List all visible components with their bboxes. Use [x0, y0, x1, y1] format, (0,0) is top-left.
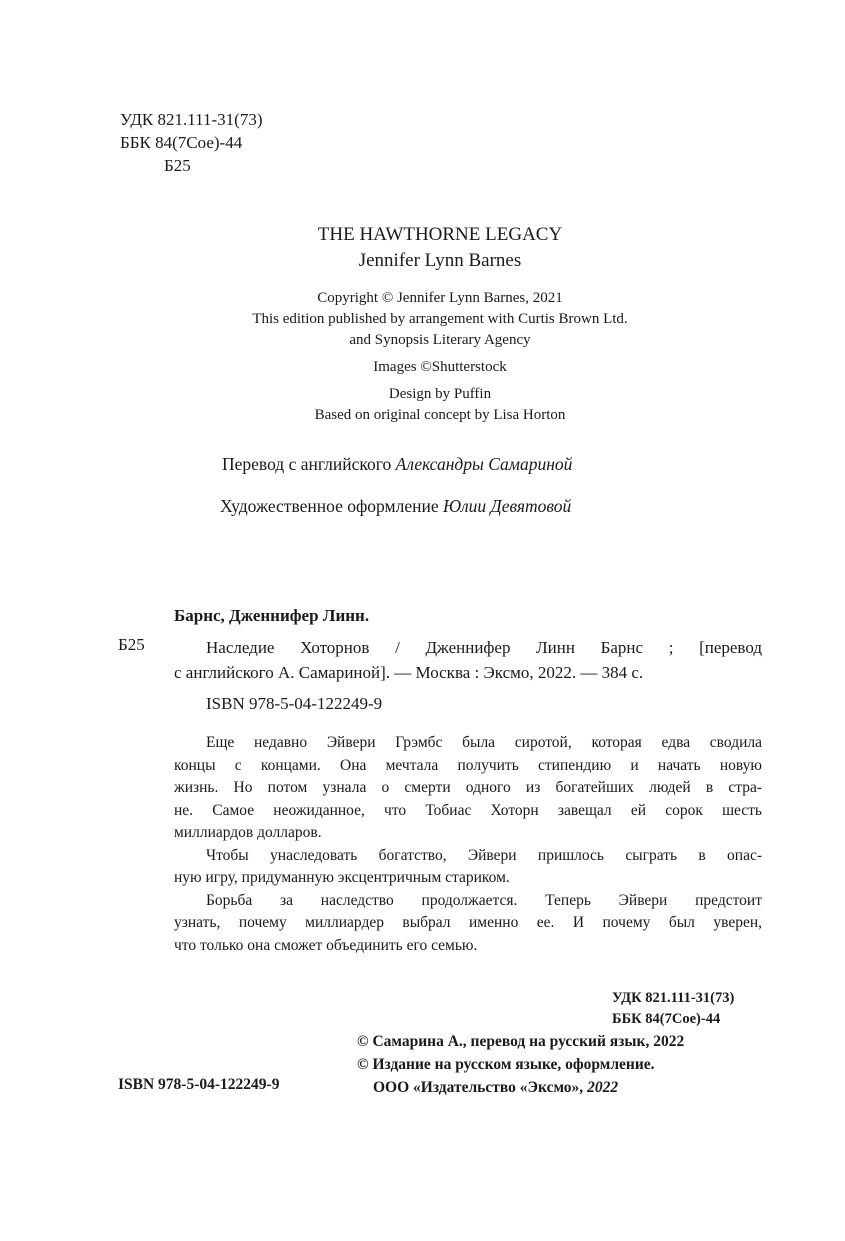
annotation-line: миллиардов долларов.	[174, 824, 322, 841]
designer-name: Юлии Девятовой	[442, 496, 572, 516]
annotation-paragraph-1	[174, 732, 762, 845]
annotation-line: жизнь. Но потом узнала о смерти одного из богатейших людей в стра-	[174, 779, 762, 796]
annotation-line: Чтобы унаследовать богатство, Эйвери пришлось сыграть в опас-	[206, 846, 762, 864]
original-title: THE HAWTHORNE LEGACY	[317, 224, 563, 245]
copyright-edition: © Издание на русском языке, оформление.	[357, 1056, 655, 1073]
author-heading: Барнс, Дженнифер Линн.	[174, 606, 370, 625]
translation-credit	[222, 454, 572, 475]
concept-credit: Based on original concept by Lisa Horton	[314, 407, 566, 423]
footer-udk-code: УДК 821.111-31(73)	[612, 990, 735, 1006]
credits-block	[0, 288, 845, 426]
images-credit: Images ©Shutterstock	[373, 359, 507, 375]
copyright-publisher	[357, 1076, 684, 1099]
bbk-code: ББК 84(7Сое)-44	[120, 133, 243, 152]
copyright-year: 2022	[587, 1079, 619, 1096]
annotation-line: не. Самое неожиданное, что Тобиас Хоторн завещал ей сорок шесть	[174, 801, 762, 819]
translator-name: Александры Самариной	[395, 454, 573, 474]
classification-codes	[120, 108, 262, 177]
isbn-line: ISBN 978-5-04-122249-9	[206, 694, 383, 713]
edition-line-1: This edition published by arrangement with Curtis Brown Ltd.	[252, 311, 628, 327]
annotation-line: Еще недавно Эйвери Грэмбс была сиротой, которая едва сводила	[206, 734, 762, 751]
isbn-bottom: ISBN 978-5-04-122249-9	[118, 1076, 280, 1093]
annotation-paragraph-2	[174, 845, 762, 890]
annotation-line: узнать, почему миллиардер выбрал именно ее. И почему был уверен,	[174, 914, 762, 931]
udk-code: УДК 821.111-31(73)	[120, 110, 263, 129]
biblio-line-1: Наследие Хоторнов / Дженнифер Линн Барнс ; [перевод	[206, 638, 762, 657]
bibliographic-description	[174, 635, 762, 685]
russian-copyright	[357, 1030, 684, 1099]
annotation-paragraph-3	[174, 890, 762, 958]
biblio-line-2: с английского А. Самариной]. — Москва : Эксмо, 2022. — 384 с.	[174, 663, 644, 682]
annotation-line: Борьба за наследство продолжается. Теперь Эйвери предстоит	[206, 891, 762, 909]
design-credit: Design by Puffin	[388, 386, 492, 402]
bibliography-mark: Б25	[118, 635, 145, 654]
publisher-name: ООО «Издательство «Эксмо»,	[373, 1079, 588, 1096]
annotation-line: концы с концами. Она мечтала получить стипендию и начать новую	[174, 756, 762, 774]
edition-line-2: and Synopsis Literary Agency	[349, 332, 531, 348]
translation-prefix: Перевод с английского	[222, 454, 396, 474]
copyright-line: Copyright © Jennifer Lynn Barnes, 2021	[317, 290, 563, 306]
art-design-prefix: Художественное оформление	[220, 496, 443, 516]
annotation-line: ную игру, придуманную эксцентричным стариком.	[174, 869, 510, 886]
original-author: Jennifer Lynn Barnes	[358, 250, 522, 271]
annotation-line: что только она сможет объединить его семью.	[174, 936, 478, 954]
annotation	[174, 732, 762, 957]
footer-classification-codes	[612, 988, 734, 1030]
art-design-credit	[220, 496, 571, 517]
footer-bbk-code: ББК 84(7Сое)-44	[612, 1011, 721, 1027]
author-mark: Б25	[164, 156, 191, 175]
copyright-translation: © Самарина А., перевод на русский язык, 2022	[357, 1033, 685, 1050]
original-title-block	[0, 222, 845, 274]
